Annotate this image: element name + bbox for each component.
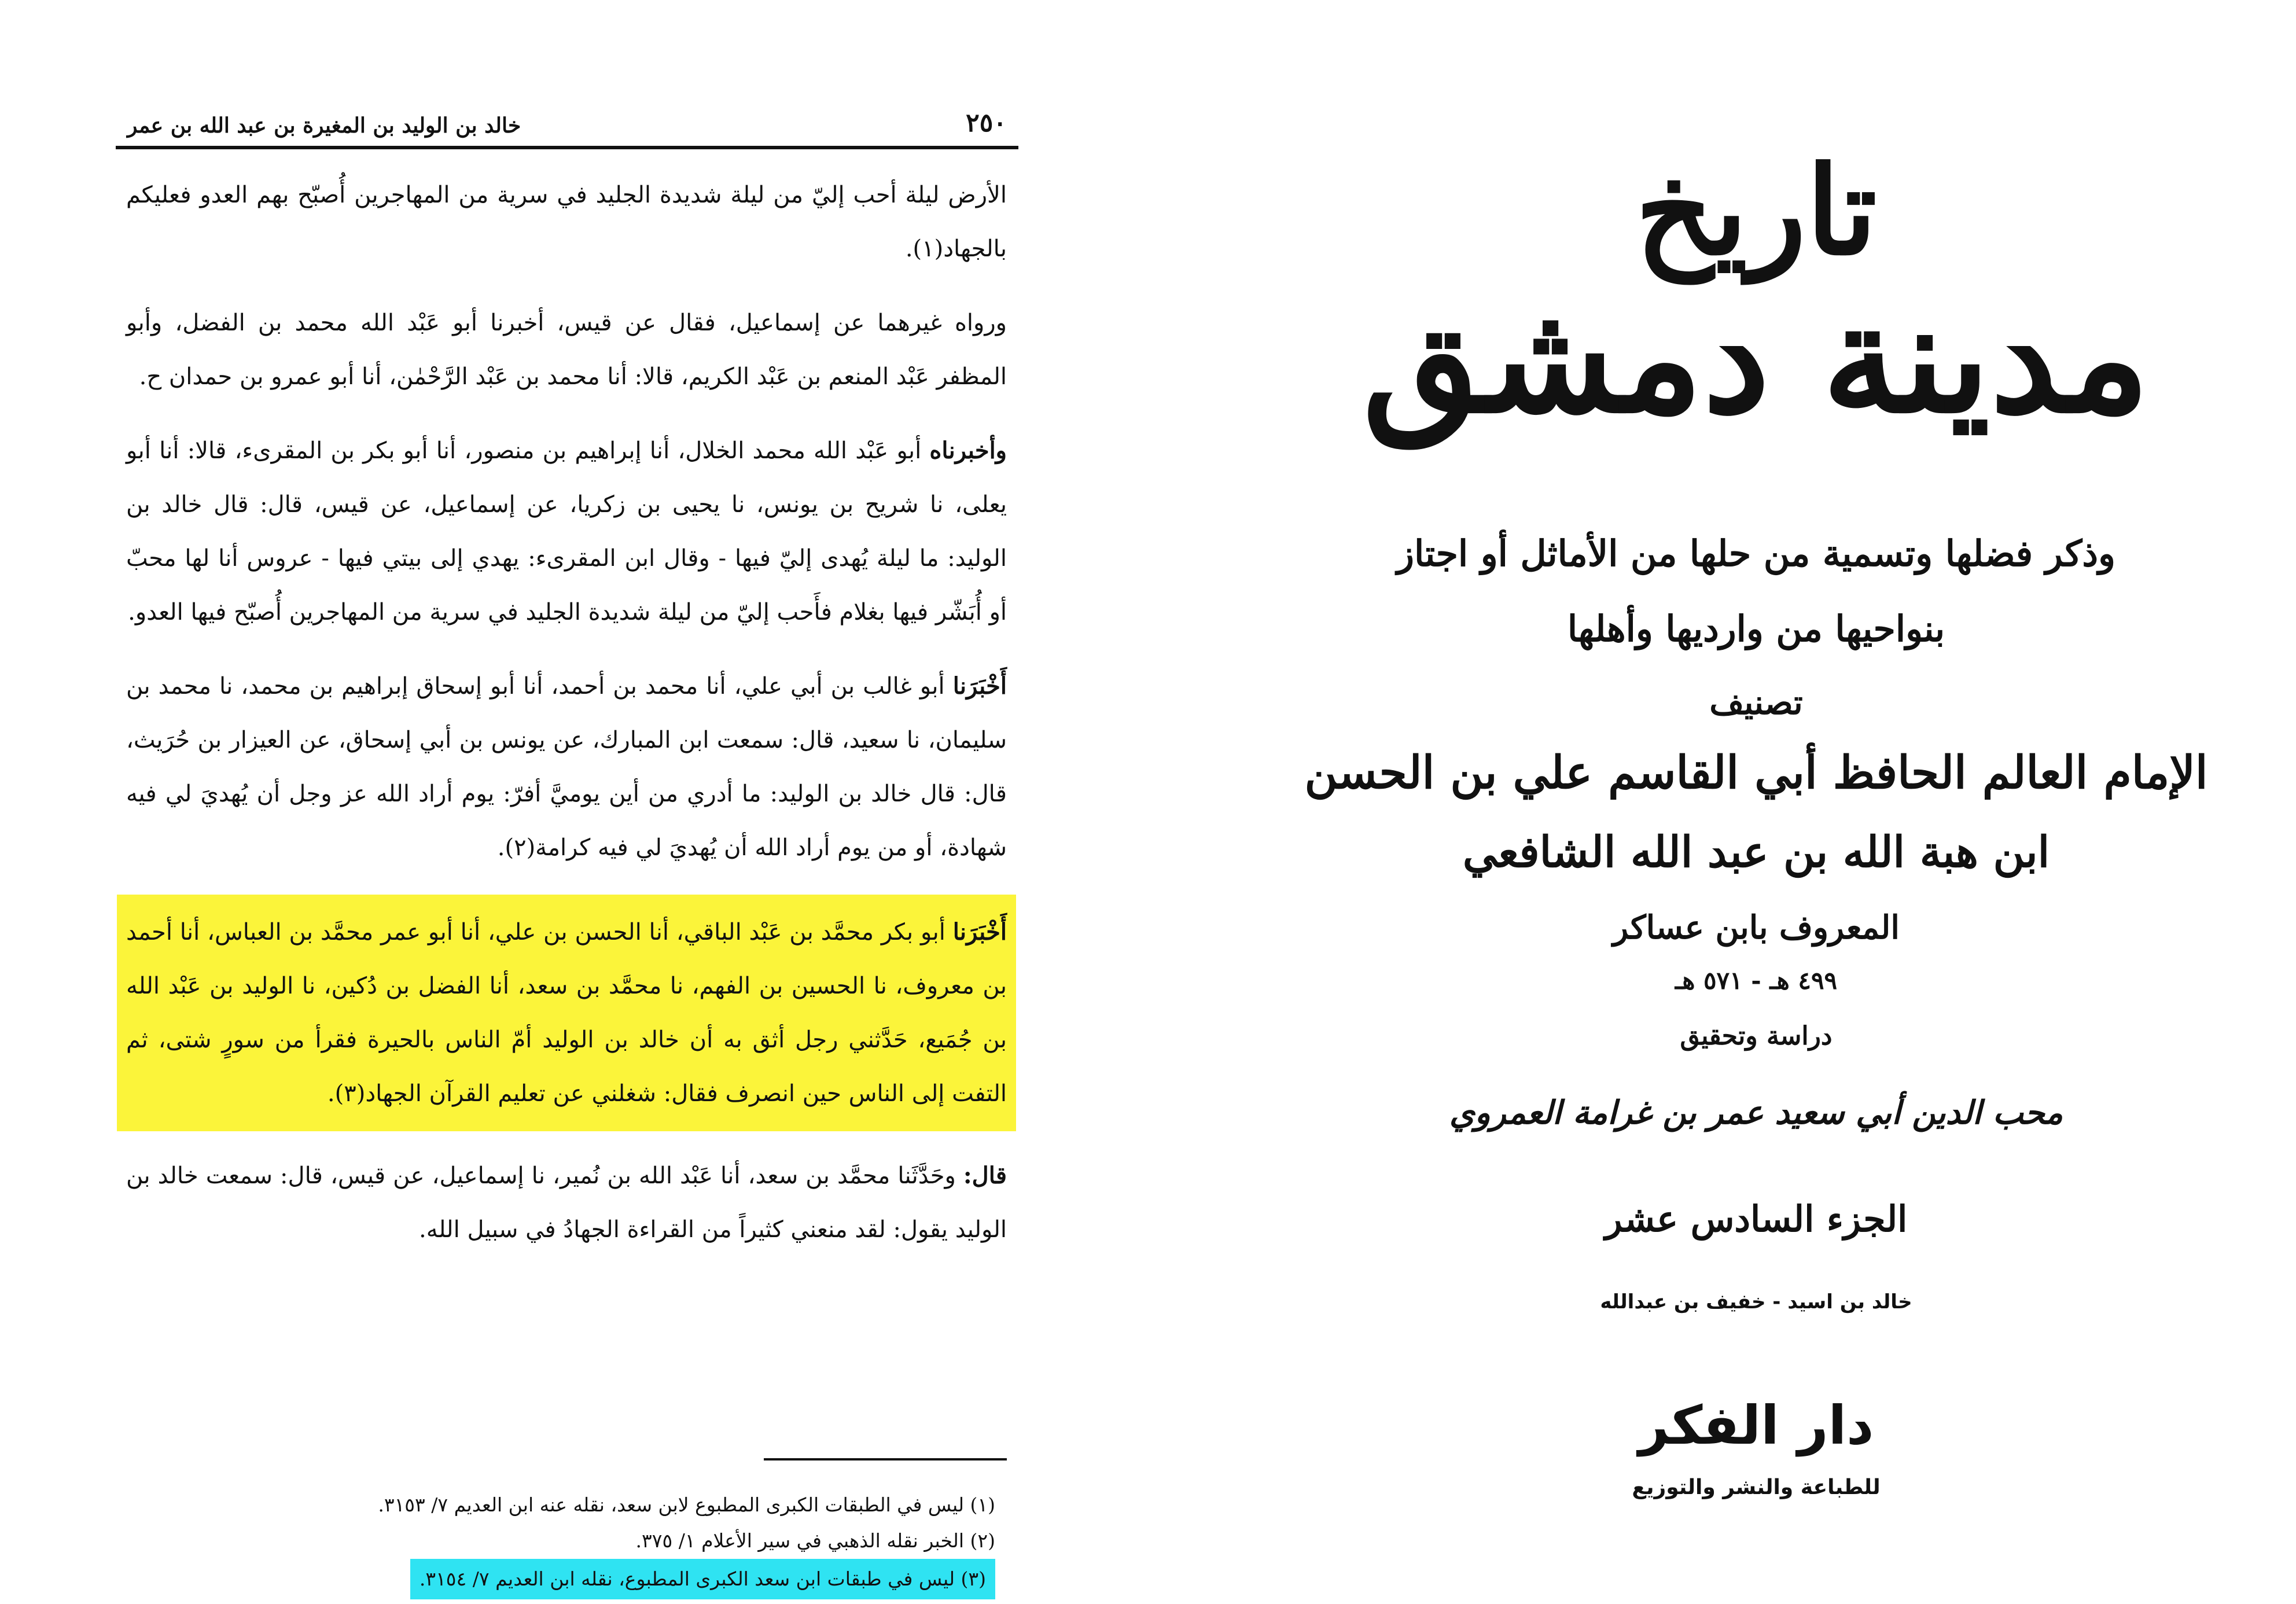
- author-dates: ٤٩٩ هـ - ٥٧١ هـ: [1675, 966, 1838, 995]
- paragraph-text: الأرض ليلة أحب إليّ من ليلة شديدة الجليد في سرية من المهاجرين أُصبّح بهم العدو فعليكم بالجهاد(١).: [126, 182, 1007, 262]
- running-header: [116, 103, 1018, 149]
- paragraph-text: ورواه غيرهما عن إسماعيل، فقال عن قيس، أخبرنا أبو عَبْد الله محمد بن الفضل، وأبو المظفر عَبْد المنعم بن عَبْد الكريم، قالا: أنا محمد بن عَبْد الرَّحْمٰن، أنا أبو عمرو بن حمدان ح.: [126, 310, 1007, 390]
- authorship-label: تصنيف: [1709, 683, 1803, 722]
- body-text: [126, 168, 1007, 1276]
- paragraph: [126, 659, 1007, 875]
- footnote-divider: [764, 1458, 1007, 1460]
- publisher-logo: دار الفكر: [1638, 1395, 1874, 1456]
- page-number: ٢٥٠: [966, 108, 1007, 138]
- subtitle-line2: بنواحيها من وارديها وأهلها: [1567, 608, 1945, 650]
- publisher-subtitle: للطباعة والنشر والتوزيع: [1632, 1476, 1881, 1499]
- paragraph-lead: وأخبرناه: [929, 437, 1007, 464]
- highlighted-footnote: (٣) ليس في طبقات ابن سعد الكبرى المطبوع، نقله ابن العديم ٧/ ٣١٥٤.: [410, 1559, 995, 1599]
- text-page: [116, 87, 1018, 1590]
- footnote: (١) ليس في الطبقات الكبرى المطبوع لابن سعد، نقله عنه ابن العديم ٧/ ٣١٥٣.: [378, 1493, 995, 1516]
- title-page: [1296, 127, 2216, 1574]
- study-label: دراسة وتحقيق: [1680, 1021, 1833, 1051]
- running-title: خالد بن الوليد بن المغيرة بن عبد الله بن عمر: [127, 113, 521, 138]
- volume-range: خالد بن اسيد - خفيف بن عبدالله: [1600, 1290, 1912, 1314]
- highlighted-paragraph: [117, 895, 1016, 1131]
- paragraph-lead: أَخْبَرَنا: [952, 918, 1007, 946]
- paragraph-text: أبو بكر محمَّد بن عَبْد الباقي، أنا الحسن بن علي، أنا أبو عمر محمَّد بن العباس، أنا أحمد بن معروف، نا الحسين بن الفهم، نا محمَّد بن سعد، أنا الفضل بن دُكين، نا الوليد بن عَبْد الله بن جُمَيع، حَدَّثني رجل أثق به أن خالد بن الوليد أمّ الناس بالحيرة فقرأ من سورٍ شتى، ثم التفت إلى الناس حين انصرف فقال: شغلني عن تعليم القرآن الجهاد(٣).: [126, 919, 1007, 1107]
- known-as: المعروف بابن عساكر: [1613, 908, 1900, 947]
- paragraph-lead: أَخْبَرَنا: [952, 672, 1007, 700]
- paragraph-text: وحَدَّثَنا محمَّد بن سعد، أنا عَبْد الله بن نُمير، نا إسماعيل، عن قيس، قال: سمعت خالد بن الوليد يقول: لقد منعني كثيراً من القراءة الجهادُ في سبيل الله.: [126, 1162, 1007, 1243]
- paragraph: [126, 296, 1007, 404]
- paragraph: [126, 424, 1007, 639]
- footnote: (٢) الخبر نقله الذهبي في سير الأعلام ١/ ٣٧٥.: [635, 1529, 995, 1552]
- paragraph: [126, 168, 1007, 276]
- author-line2: ابن هبة الله بن عبد الله الشافعي: [1462, 827, 2050, 877]
- paragraph-lead: قال:: [963, 1162, 1007, 1189]
- title-calligraphy-line1: تاريخ: [1635, 139, 1877, 282]
- subtitle-line1: وذكر فضلها وتسمية من حلها من الأماثل أو اجتاز: [1397, 532, 2115, 575]
- paragraph-text: أبو غالب بن أبي علي، أنا محمد بن أحمد، أنا أبو إسحاق إبراهيم بن محمد، نا محمد بن سليمان، نا سعيد، قال: سمعت ابن المبارك، عن يونس بن أبي إسحاق، عن العيزار بن حُرَيث، قال: قال خالد بن الوليد: ما أدري من أين يوميَّ أفرّ: يوم أراد الله عز وجل أن يُهديَ لي فيه شهادة، أو من يوم أراد الله أن يُهديَ لي فيه كرامة(٢).: [126, 673, 1007, 861]
- editor-name: محب الدين أبي سعيد عمر بن غرامة العمروي: [1449, 1094, 2063, 1132]
- paragraph: [126, 1149, 1007, 1257]
- title-calligraphy-line2: مدينة دمشق: [1362, 270, 2150, 447]
- volume-label: الجزء السادس عشر: [1605, 1198, 1908, 1240]
- author-line1: الإمام العالم الحافظ أبي القاسم علي بن الحسن: [1304, 746, 2208, 799]
- paragraph-text: أبو عَبْد الله محمد الخلال، أنا إبراهيم بن منصور، أنا أبو بكر بن المقرىء، قالا: أنا أبو يعلى، نا شريح بن يونس، نا يحيى بن زكريا، عن إسماعيل، عن قيس، قال: قال خالد بن الوليد: ما ليلة يُهدى إليّ فيها - وقال ابن المقرىء: يهدي إلى بيتي فيها - عروس أنا لها محبّ أو أُبَشّر فيها بغلام فأَحب إليّ من ليلة شديدة الجليد في سرية من المهاجرين أُصبّح فيها العدو.: [126, 437, 1007, 626]
- footnotes: [208, 1487, 995, 1599]
